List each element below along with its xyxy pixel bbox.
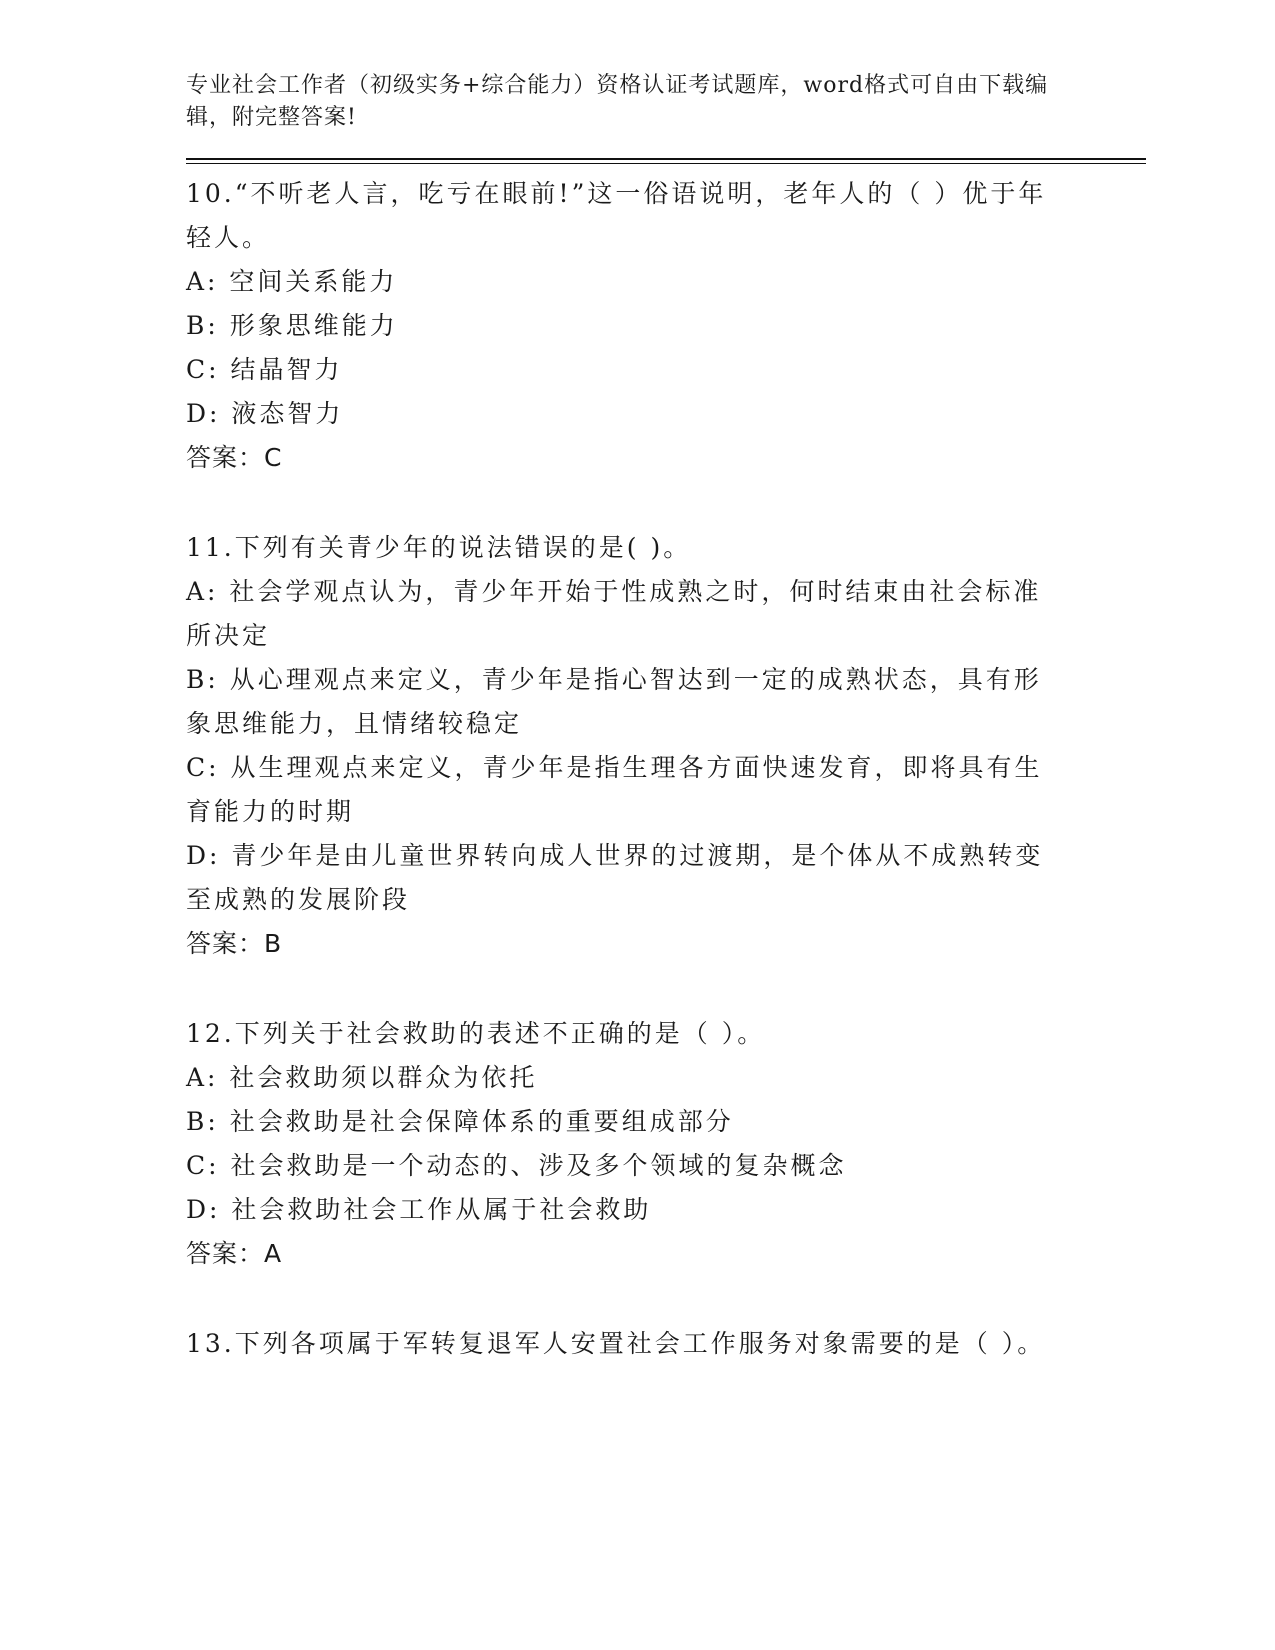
- option-c: C: 从生理观点来定义，青少年是指生理各方面快速发育，即将具有生育能力的时期: [186, 753, 1043, 826]
- answer: 答案：C: [186, 443, 283, 472]
- option-d: D: 液态智力: [186, 399, 344, 428]
- question-text: 13.下列各项属于军转复退军人安置社会工作服务对象需要的是（ ）。: [186, 1329, 1046, 1358]
- option-a: A: 空间关系能力: [186, 267, 398, 296]
- option-b: B: 形象思维能力: [186, 311, 398, 340]
- option-a: A: 社会救助须以群众为依托: [186, 1063, 538, 1092]
- document-page: [186, 70, 1146, 1412]
- question-text: 10.“不听老人言，吃亏在眼前!”这一俗语说明，老年人的（ ）优于年轻人。: [186, 179, 1047, 252]
- question-text: 11.下列有关青少年的说法错误的是( )。: [186, 533, 692, 562]
- page-header: 专业社会工作者（初级实务+综合能力）资格认证考试题库，word格式可自由下载编辑，附完整答案!: [186, 73, 1049, 130]
- option-b: B: 从心理观点来定义，青少年是指心智达到一定的成熟状态，具有形象思维能力，且情绪较稳定: [186, 665, 1042, 738]
- question-13: [186, 1322, 1066, 1366]
- answer: 答案：A: [186, 1239, 283, 1268]
- option-c: C: 结晶智力: [186, 355, 343, 384]
- answer: 答案：B: [186, 929, 283, 958]
- option-b: B: 社会救助是社会保障体系的重要组成部分: [186, 1107, 734, 1136]
- option-d: D: 社会救助社会工作从属于社会救助: [186, 1195, 652, 1224]
- question-12: [186, 1012, 1066, 1276]
- question-text: 12.下列关于社会救助的表述不正确的是（ ）。: [186, 1019, 766, 1048]
- question-11: [186, 526, 1066, 966]
- question-10: [186, 172, 1066, 480]
- option-a: A: 社会学观点认为，青少年开始于性成熟之时，何时结束由社会标准所决定: [186, 577, 1042, 650]
- option-c: C: 社会救助是一个动态的、涉及多个领域的复杂概念: [186, 1151, 847, 1180]
- option-d: D: 青少年是由儿童世界转向成人世界的过渡期，是个体从不成熟转变至成熟的发展阶段: [186, 841, 1044, 914]
- header-divider: [186, 158, 1146, 164]
